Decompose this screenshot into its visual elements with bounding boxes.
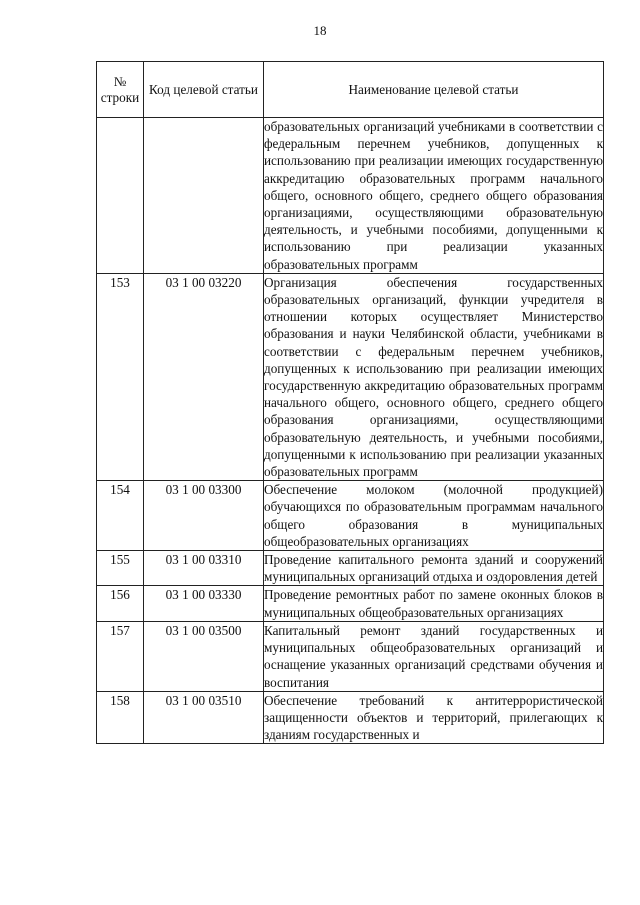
row-name: образовательных организаций учебниками в соответствии с федеральным перечнем учебников, допущенных к использованию при реализации имеющих государственную аккредитацию образовательных программ начального общего, основного общего, среднего общего образования организациями, осуществляющими образовательную деятельность, и учебными пособиями, допущенными к использованию при реализации указанных образовательных программ xyxy=(264,119,603,272)
table-header-row xyxy=(97,62,604,118)
table-row xyxy=(97,621,604,691)
row-code: 03 1 00 03510 xyxy=(144,691,264,744)
row-number: 155 xyxy=(97,551,144,586)
row-code: 03 1 00 03310 xyxy=(144,551,264,586)
header-target-code xyxy=(144,62,264,118)
row-name: Организация обеспечения государственных образовательных организаций, функции учредителя в отношении которых осуществляет Министерство образования и науки Челябинской области, учебниками в соответствии с федеральным перечнем учебников, допущенных к использованию при реализации имеющих государственную аккредитацию образовательных программ начального общего, основного общего, среднего общего образования организациями, осуществляющими образовательную деятельность, и учебными пособиями, допущенными к использованию при реализации указанных образовательных программ xyxy=(264,274,603,480)
header-row-number xyxy=(97,62,144,118)
table-row xyxy=(97,481,604,551)
row-code: 03 1 00 03220 xyxy=(144,273,264,480)
row-number: 154 xyxy=(97,481,144,551)
row-name: Обеспечение требований к антитеррористической защищенности объектов и территорий, прилегающих к зданиям государственных и xyxy=(264,692,603,743)
table-row xyxy=(97,551,604,586)
budget-items-table xyxy=(96,61,604,744)
header-target-name xyxy=(264,62,604,118)
row-number: 157 xyxy=(97,621,144,691)
row-name: Проведение капитального ремонта зданий и сооружений муниципальных организаций отдыха и оздоровления детей xyxy=(264,552,603,585)
header-row-number-label: № строки xyxy=(100,73,140,105)
row-number: 153 xyxy=(97,273,144,480)
row-name: Капитальный ремонт зданий государственных и муниципальных общеобразовательных организаций и оснащение указанных организаций средствами обучения и воспитания xyxy=(264,622,603,690)
row-number xyxy=(97,118,144,274)
row-code: 03 1 00 03330 xyxy=(144,586,264,621)
table-row xyxy=(97,586,604,621)
row-name: Обеспечение молоком (молочной продукцией) обучающихся по образовательным программам начального общего образования в муниципальных общеобразовательных организациях xyxy=(264,482,603,549)
row-number: 156 xyxy=(97,586,144,621)
row-name: Проведение ремонтных работ по замене оконных блоков в муниципальных общеобразовательных организациях xyxy=(264,587,603,620)
row-number: 158 xyxy=(97,691,144,744)
header-target-name-label: Наименование целевой статьи xyxy=(348,81,519,97)
row-code xyxy=(144,118,264,274)
row-code: 03 1 00 03300 xyxy=(144,481,264,551)
table-row xyxy=(97,118,604,274)
row-code: 03 1 00 03500 xyxy=(144,621,264,691)
header-target-code-label: Код целевой статьи xyxy=(149,81,258,97)
table-row xyxy=(97,691,604,744)
table-row xyxy=(97,273,604,480)
page-number: 18 xyxy=(313,23,327,38)
